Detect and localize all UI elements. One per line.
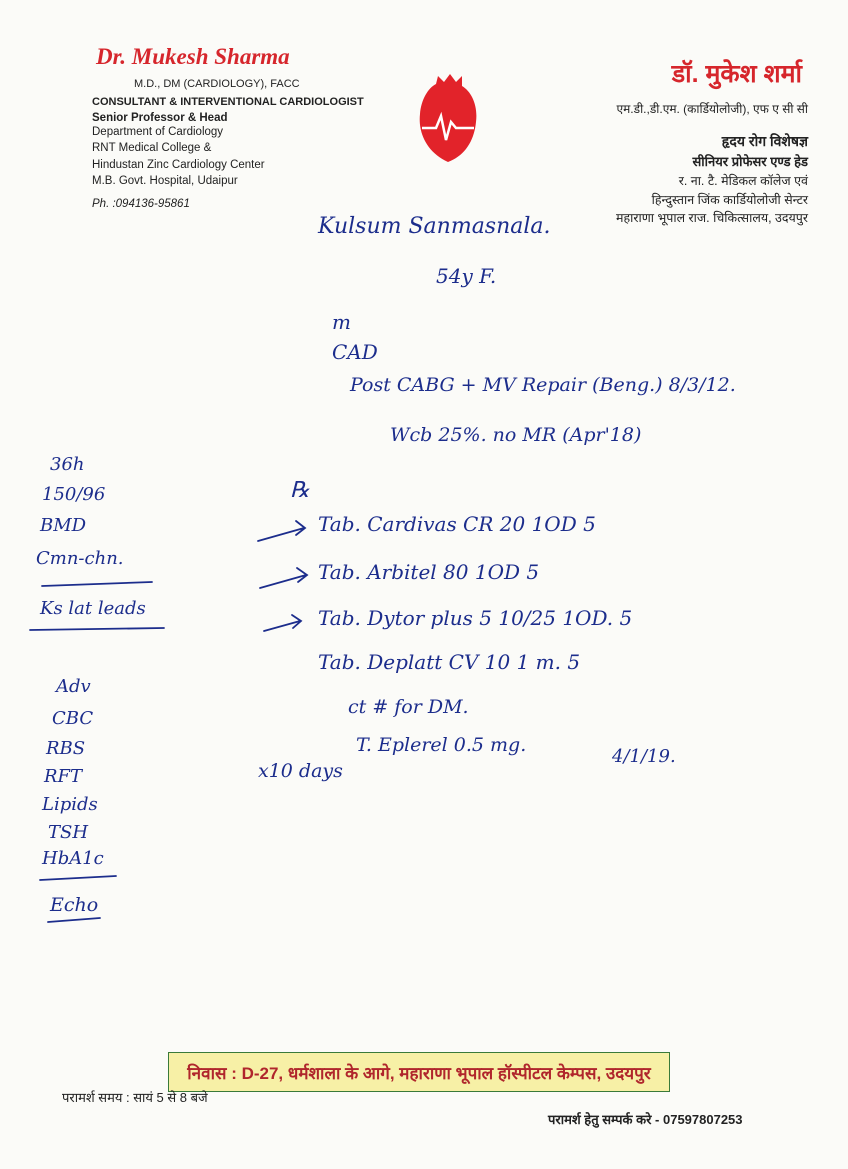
echo-advice: Echo: [50, 894, 99, 916]
investigation-item: RFT: [44, 766, 83, 787]
vital-entry: 36h: [50, 454, 85, 475]
vital-entry: Cmn-chn.: [36, 548, 124, 569]
address-banner: निवास : D-27, धर्मशाला के आगे, महाराणा भूपाल हॉस्पीटल केम्पस, उदयपुर: [168, 1052, 670, 1092]
vital-entry: BMD: [40, 515, 87, 536]
degrees-english: M.D., DM (CARDIOLOGY), FACC: [134, 78, 300, 90]
medication-line: Tab. Cardivas CR 20 1OD 5: [318, 512, 596, 536]
position-hindi: सीनियर प्रोफेसर एण्ड हेड: [692, 154, 808, 169]
phone-number: Ph. :094136-95861: [92, 198, 190, 210]
doctor-name-english: Dr. Mukesh Sharma: [96, 44, 290, 69]
medication-line: Tab. Deplatt CV 10 1 m. 5: [318, 650, 581, 674]
center-english: Hindustan Zinc Cardiology Center: [92, 159, 265, 171]
additional-medication: T. Eplerel 0.5 mg.: [356, 734, 527, 756]
center-hindi: हिन्दुस्तान जिंक कार्डियोलोजी सेन्टर: [651, 193, 808, 207]
investigation-item: HbA1c: [42, 848, 104, 869]
investigation-item: Lipids: [42, 794, 98, 815]
doctor-name-hindi: डॉ. मुकेश शर्मा: [671, 60, 802, 88]
position-english: Senior Professor & Head: [92, 112, 228, 124]
investigation-item: CBC: [52, 708, 94, 729]
degrees-hindi: एम.डी.,डी.एम. (कार्डियोलोजी), एफ ए सी सी: [616, 102, 808, 116]
patient-name: Kulsum Sanmasnala.: [318, 214, 551, 239]
specialty-hindi: हृदय रोग विशेषज्ञ: [721, 133, 808, 149]
advice-line: ct # for DM.: [348, 696, 469, 718]
history-line: m: [332, 310, 351, 334]
consultation-timing: परामर्श समय : सायं 5 से 8 बजे: [62, 1090, 208, 1105]
investigation-item: TSH: [48, 822, 89, 843]
prescription-date: 4/1/19.: [612, 746, 676, 767]
duration: x10 days: [258, 760, 343, 782]
college-english: RNT Medical College &: [92, 142, 212, 154]
title-english: CONSULTANT & INTERVENTIONAL CARDIOLOGIST: [92, 96, 364, 108]
consultation-contact: परामर्श हेतु सम्पर्क करे - 07597807253: [548, 1112, 743, 1127]
patient-age-sex: 54y F.: [436, 264, 497, 288]
department-english: Department of Cardiology: [92, 126, 224, 138]
history-line: CAD: [332, 340, 378, 364]
ecg-note: Ks lat leads: [40, 598, 146, 619]
history-line: Post CABG + MV Repair (Beng.) 8/3/12.: [350, 374, 736, 396]
investigation-item: Adv: [56, 676, 91, 697]
rx-symbol: ℞: [290, 478, 310, 503]
vital-entry: 150/96: [42, 484, 106, 505]
hospital-english: M.B. Govt. Hospital, Udaipur: [92, 175, 238, 187]
college-hindi: र. ना. टै. मेडिकल कॉलेज एवं: [678, 174, 808, 188]
investigation-item: RBS: [46, 738, 86, 759]
medication-line: Tab. Arbitel 80 1OD 5: [318, 560, 540, 584]
hospital-hindi: महाराणा भूपाल राज. चिकित्सालय, उदयपुर: [616, 211, 808, 225]
history-line: Wcb 25%. no MR (Apr'18): [390, 424, 642, 446]
medication-line: Tab. Dytor plus 5 10/25 1OD. 5: [318, 606, 633, 630]
